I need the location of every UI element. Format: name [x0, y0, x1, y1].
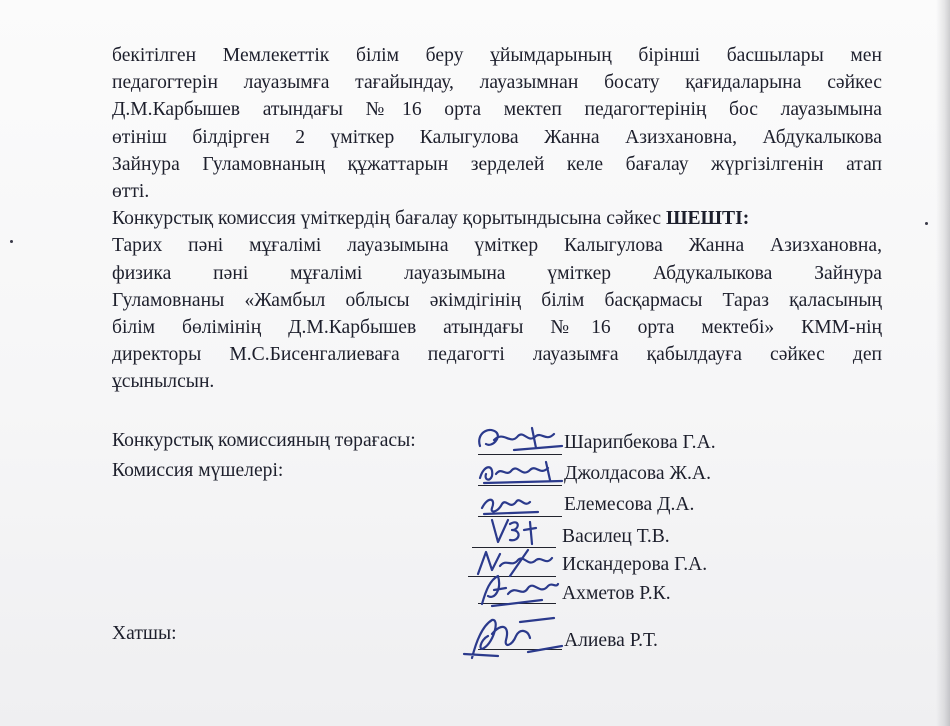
decision-intro: Конкурстық комиссия үміткердің бағалау қорытындысына сәйкес	[112, 208, 666, 230]
paragraph-line: өтініш білдірген 2 үміткер Калыгулова Жанна Азизхановна, Абдукалыкова	[112, 126, 882, 148]
member-name: Ахметов Р.К.	[562, 583, 671, 604]
decision-line: Гуламовнаны «Жамбыл облысы әкімдігінің білім басқармасы Тараз қаласының	[112, 289, 882, 311]
member-signature	[484, 514, 554, 548]
secretary-label: Хатшы:	[112, 623, 177, 644]
decision-line: ұсынылсын.	[112, 371, 215, 393]
paragraph-line: Зайнура Гуламовнаның құжаттарын зерделей келе бағалау жүргізілгенін атап	[112, 153, 882, 175]
paragraph-line: өтті.	[112, 180, 150, 202]
decision-line: физика пәні мұғалімі лауазымына үміткер Абдукалыкова Зайнура	[112, 262, 882, 284]
secretary-name: Алиева Р.Т.	[564, 630, 658, 651]
paragraph-line: педагогтерін лауазымға тағайындау, лауазымнан босату қағидаларына сәйкес	[112, 72, 882, 94]
decision-keyword: ШЕШТІ:	[665, 208, 750, 230]
member-name: Василец Т.В.	[562, 526, 670, 547]
paragraph-line: бекітілген Мемлекеттік білім беру ұйымдарының бірінші басшылары мен	[112, 45, 882, 66]
member-name: Искандерова Г.А.	[562, 554, 708, 575]
decision-line: Тарих пәні мұғалімі лауазымына үміткер Калыгулова Жанна Азизхановна,	[112, 235, 882, 257]
member-name: Елемесова Д.А.	[564, 494, 695, 515]
member-signature	[476, 456, 568, 488]
decision-line: білім бөлімінің Д.М.Карбышев атындағы №16 орта мектебі» КММ-нің	[112, 316, 882, 338]
members-label: Комиссия мүшелері:	[112, 460, 284, 481]
chair-name: Шарипбекова Г.А.	[564, 432, 716, 453]
paragraph-line: Д.М.Карбышев атындағы №16 орта мектеп педагогтерінің бос лауазымына	[112, 99, 882, 121]
decision-line: директоры М.С.Бисенгалиеваға педагогті лауазымға қабылдауға сәйкес деп	[112, 344, 882, 366]
secretary-signature	[458, 612, 568, 664]
member-signature	[472, 570, 564, 608]
chair-signature	[474, 424, 570, 458]
member-name: Джолдасова Ж.А.	[564, 463, 711, 484]
chair-label: Конкурстық комиссияның төрағасы:	[112, 430, 416, 451]
